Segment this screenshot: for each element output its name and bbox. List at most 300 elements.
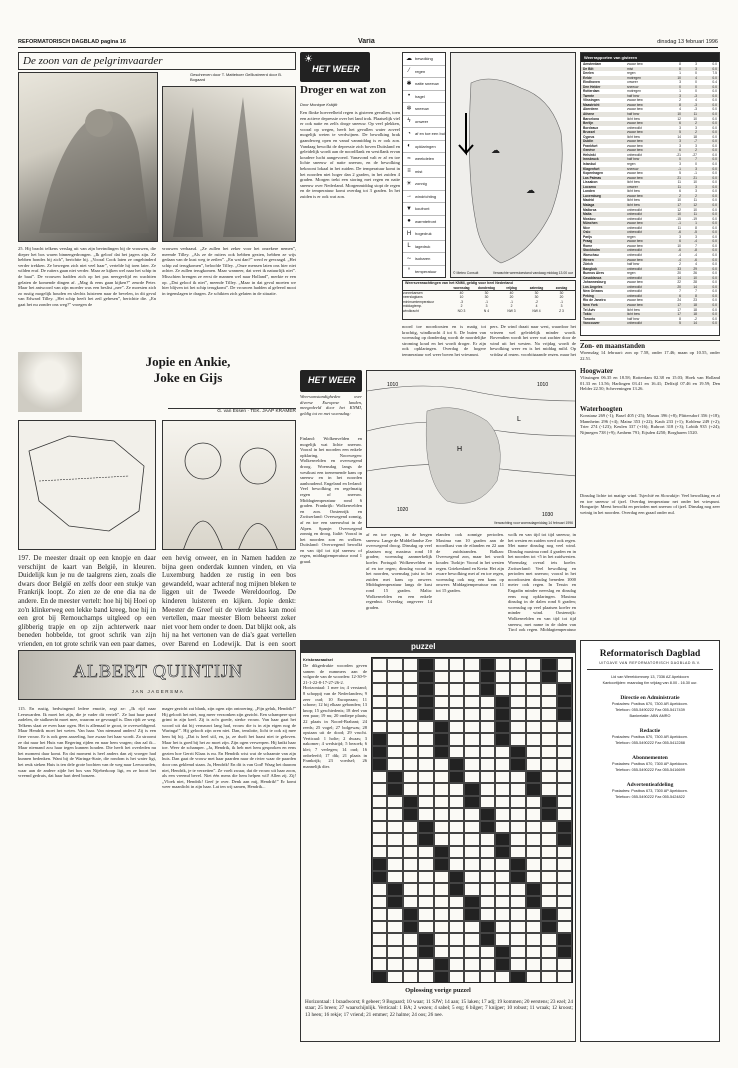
crossword-cell[interactable]: [557, 758, 572, 771]
crossword-cell[interactable]: [449, 921, 464, 934]
crossword-cell[interactable]: [541, 696, 556, 709]
crossword-cell[interactable]: [480, 771, 495, 784]
crossword-cell[interactable]: [495, 933, 510, 946]
crossword-cell[interactable]: [387, 946, 402, 959]
crossword-cell[interactable]: [403, 946, 418, 959]
crossword-cell[interactable]: [464, 958, 479, 971]
crossword-cell[interactable]: [403, 783, 418, 796]
crossword-cell[interactable]: [387, 758, 402, 771]
crossword-cell[interactable]: [480, 683, 495, 696]
crossword-cell[interactable]: [403, 771, 418, 784]
crossword-cell[interactable]: [418, 908, 433, 921]
crossword-cell[interactable]: [526, 858, 541, 871]
crossword-cell[interactable]: [464, 821, 479, 834]
crossword-cell[interactable]: [372, 783, 387, 796]
crossword-cell[interactable]: [480, 921, 495, 934]
crossword-cell[interactable]: [557, 821, 572, 834]
crossword-cell[interactable]: [541, 896, 556, 909]
crossword-cell[interactable]: [495, 833, 510, 846]
crossword-cell[interactable]: [464, 746, 479, 759]
crossword-cell[interactable]: [510, 808, 525, 821]
crossword-cell[interactable]: [541, 771, 556, 784]
crossword-cell[interactable]: [434, 783, 449, 796]
crossword-cell[interactable]: [387, 871, 402, 884]
crossword-cell[interactable]: [541, 708, 556, 721]
crossword-cell[interactable]: [557, 683, 572, 696]
crossword-cell[interactable]: [526, 821, 541, 834]
crossword-cell[interactable]: [403, 721, 418, 734]
crossword-cell[interactable]: [495, 658, 510, 671]
crossword-cell[interactable]: [449, 783, 464, 796]
crossword-cell[interactable]: [403, 821, 418, 834]
crossword-cell[interactable]: [449, 721, 464, 734]
crossword-cell[interactable]: [510, 783, 525, 796]
crossword-cell[interactable]: [510, 858, 525, 871]
crossword-cell[interactable]: [510, 758, 525, 771]
crossword-cell[interactable]: [403, 958, 418, 971]
crossword-cell[interactable]: [526, 846, 541, 859]
crossword-cell[interactable]: [372, 771, 387, 784]
crossword-cell[interactable]: [464, 833, 479, 846]
crossword-cell[interactable]: [526, 921, 541, 934]
crossword-cell[interactable]: [526, 808, 541, 821]
crossword-cell[interactable]: [387, 696, 402, 709]
crossword-cell[interactable]: [557, 858, 572, 871]
crossword-cell[interactable]: [372, 746, 387, 759]
crossword-cell[interactable]: [510, 958, 525, 971]
crossword-cell[interactable]: [510, 896, 525, 909]
crossword-cell[interactable]: [464, 846, 479, 859]
crossword-cell[interactable]: [449, 883, 464, 896]
crossword-cell[interactable]: [403, 971, 418, 984]
crossword-cell[interactable]: [464, 896, 479, 909]
crossword-cell[interactable]: [449, 796, 464, 809]
crossword-cell[interactable]: [510, 908, 525, 921]
crossword-cell[interactable]: [372, 833, 387, 846]
crossword-cell[interactable]: [372, 683, 387, 696]
crossword-cell[interactable]: [557, 958, 572, 971]
crossword-cell[interactable]: [418, 821, 433, 834]
crossword-cell[interactable]: [418, 946, 433, 959]
crossword-cell[interactable]: [372, 708, 387, 721]
crossword-cell[interactable]: [403, 921, 418, 934]
crossword-cell[interactable]: [495, 958, 510, 971]
crossword-cell[interactable]: [495, 733, 510, 746]
crossword-cell[interactable]: [434, 821, 449, 834]
crossword-cell[interactable]: [403, 796, 418, 809]
crossword-cell[interactable]: [418, 796, 433, 809]
crossword-cell[interactable]: [372, 808, 387, 821]
crossword-cell[interactable]: [480, 721, 495, 734]
crossword-cell[interactable]: [464, 696, 479, 709]
crossword-cell[interactable]: [464, 796, 479, 809]
crossword-cell[interactable]: [541, 808, 556, 821]
crossword-cell[interactable]: [387, 721, 402, 734]
crossword-cell[interactable]: [510, 771, 525, 784]
crossword-cell[interactable]: [510, 821, 525, 834]
crossword-cell[interactable]: [526, 733, 541, 746]
crossword-cell[interactable]: [464, 858, 479, 871]
crossword-cell[interactable]: [418, 921, 433, 934]
crossword-cell[interactable]: [372, 821, 387, 834]
crossword-cell[interactable]: [541, 658, 556, 671]
crossword-cell[interactable]: [418, 871, 433, 884]
crossword-cell[interactable]: [541, 783, 556, 796]
crossword-cell[interactable]: [526, 783, 541, 796]
crossword-cell[interactable]: [480, 958, 495, 971]
crossword-cell[interactable]: [372, 858, 387, 871]
crossword-cell[interactable]: [403, 846, 418, 859]
crossword-cell[interactable]: [372, 971, 387, 984]
crossword-cell[interactable]: [418, 721, 433, 734]
crossword-cell[interactable]: [418, 771, 433, 784]
crossword-cell[interactable]: [372, 846, 387, 859]
crossword-cell[interactable]: [387, 896, 402, 909]
crossword-cell[interactable]: [541, 871, 556, 884]
crossword-cell[interactable]: [418, 846, 433, 859]
crossword-cell[interactable]: [526, 771, 541, 784]
crossword-cell[interactable]: [526, 758, 541, 771]
crossword-cell[interactable]: [526, 721, 541, 734]
crossword-cell[interactable]: [434, 933, 449, 946]
crossword-cell[interactable]: [541, 958, 556, 971]
crossword-cell[interactable]: [557, 696, 572, 709]
crossword-cell[interactable]: [387, 883, 402, 896]
crossword-cell[interactable]: [418, 858, 433, 871]
crossword-cell[interactable]: [434, 946, 449, 959]
crossword-cell[interactable]: [434, 771, 449, 784]
crossword-cell[interactable]: [403, 746, 418, 759]
crossword-cell[interactable]: [480, 846, 495, 859]
crossword-cell[interactable]: [557, 883, 572, 896]
crossword-cell[interactable]: [418, 933, 433, 946]
crossword-cell[interactable]: [526, 658, 541, 671]
crossword-cell[interactable]: [387, 858, 402, 871]
crossword-cell[interactable]: [510, 796, 525, 809]
crossword-cell[interactable]: [510, 946, 525, 959]
crossword-cell[interactable]: [495, 796, 510, 809]
crossword-cell[interactable]: [526, 871, 541, 884]
crossword-cell[interactable]: [449, 771, 464, 784]
crossword-cell[interactable]: [418, 808, 433, 821]
crossword-cell[interactable]: [480, 671, 495, 684]
crossword-cell[interactable]: [510, 871, 525, 884]
crossword-cell[interactable]: [464, 721, 479, 734]
crossword-cell[interactable]: [557, 733, 572, 746]
crossword-cell[interactable]: [480, 746, 495, 759]
crossword-cell[interactable]: [403, 733, 418, 746]
crossword-cell[interactable]: [541, 858, 556, 871]
crossword-cell[interactable]: [449, 758, 464, 771]
crossword-cell[interactable]: [480, 758, 495, 771]
crossword-cell[interactable]: [372, 921, 387, 934]
crossword-cell[interactable]: [449, 908, 464, 921]
crossword-cell[interactable]: [403, 671, 418, 684]
crossword-cell[interactable]: [541, 733, 556, 746]
crossword-cell[interactable]: [495, 771, 510, 784]
crossword-cell[interactable]: [434, 658, 449, 671]
crossword-cell[interactable]: [387, 846, 402, 859]
crossword-cell[interactable]: [449, 733, 464, 746]
crossword-cell[interactable]: [480, 971, 495, 984]
crossword-cell[interactable]: [418, 971, 433, 984]
crossword-cell[interactable]: [449, 933, 464, 946]
crossword-cell[interactable]: [557, 833, 572, 846]
crossword-cell[interactable]: [387, 958, 402, 971]
crossword-cell[interactable]: [464, 783, 479, 796]
crossword-cell[interactable]: [464, 921, 479, 934]
crossword-cell[interactable]: [372, 871, 387, 884]
crossword-cell[interactable]: [449, 696, 464, 709]
crossword-cell[interactable]: [434, 708, 449, 721]
crossword-cell[interactable]: [557, 808, 572, 821]
crossword-cell[interactable]: [449, 896, 464, 909]
crossword-cell[interactable]: [418, 883, 433, 896]
crossword-cell[interactable]: [541, 946, 556, 959]
crossword-cell[interactable]: [434, 796, 449, 809]
crossword-cell[interactable]: [372, 896, 387, 909]
crossword-cell[interactable]: [372, 721, 387, 734]
crossword-cell[interactable]: [418, 708, 433, 721]
crossword-cell[interactable]: [418, 683, 433, 696]
crossword-cell[interactable]: [557, 871, 572, 884]
crossword-cell[interactable]: [449, 833, 464, 846]
crossword-cell[interactable]: [387, 921, 402, 934]
crossword-cell[interactable]: [510, 658, 525, 671]
crossword-cell[interactable]: [526, 908, 541, 921]
crossword-cell[interactable]: [541, 971, 556, 984]
crossword-cell[interactable]: [372, 733, 387, 746]
crossword-cell[interactable]: [387, 733, 402, 746]
crossword-cell[interactable]: [434, 971, 449, 984]
crossword-cell[interactable]: [449, 658, 464, 671]
crossword-cell[interactable]: [372, 658, 387, 671]
crossword-cell[interactable]: [449, 683, 464, 696]
crossword-cell[interactable]: [372, 883, 387, 896]
crossword-cell[interactable]: [449, 821, 464, 834]
crossword-cell[interactable]: [480, 883, 495, 896]
crossword-cell[interactable]: [434, 833, 449, 846]
crossword-cell[interactable]: [495, 846, 510, 859]
crossword-cell[interactable]: [403, 833, 418, 846]
crossword-cell[interactable]: [480, 871, 495, 884]
crossword-cell[interactable]: [403, 683, 418, 696]
crossword-cell[interactable]: [557, 908, 572, 921]
crossword-cell[interactable]: [434, 883, 449, 896]
crossword-cell[interactable]: [480, 908, 495, 921]
crossword-cell[interactable]: [526, 896, 541, 909]
crossword-cell[interactable]: [418, 758, 433, 771]
crossword-cell[interactable]: [510, 971, 525, 984]
crossword-cell[interactable]: [449, 958, 464, 971]
crossword-cell[interactable]: [418, 958, 433, 971]
crossword-cell[interactable]: [403, 808, 418, 821]
crossword-cell[interactable]: [526, 833, 541, 846]
crossword-cell[interactable]: [541, 883, 556, 896]
crossword-cell[interactable]: [464, 708, 479, 721]
crossword-cell[interactable]: [495, 858, 510, 871]
crossword-cell[interactable]: [464, 883, 479, 896]
crossword-cell[interactable]: [526, 971, 541, 984]
crossword-cell[interactable]: [495, 971, 510, 984]
crossword-cell[interactable]: [495, 746, 510, 759]
crossword-cell[interactable]: [541, 921, 556, 934]
crossword-cell[interactable]: [510, 683, 525, 696]
crossword-cell[interactable]: [480, 783, 495, 796]
crossword-cell[interactable]: [464, 671, 479, 684]
crossword-cell[interactable]: [510, 746, 525, 759]
crossword-cell[interactable]: [464, 933, 479, 946]
crossword-cell[interactable]: [418, 896, 433, 909]
crossword-cell[interactable]: [418, 733, 433, 746]
crossword-cell[interactable]: [495, 946, 510, 959]
crossword-cell[interactable]: [480, 821, 495, 834]
crossword-cell[interactable]: [480, 696, 495, 709]
crossword-cell[interactable]: [495, 671, 510, 684]
crossword-cell[interactable]: [449, 846, 464, 859]
crossword-cell[interactable]: [449, 946, 464, 959]
crossword-cell[interactable]: [495, 908, 510, 921]
crossword-cell[interactable]: [541, 721, 556, 734]
crossword-cell[interactable]: [557, 971, 572, 984]
crossword-cell[interactable]: [372, 671, 387, 684]
crossword-cell[interactable]: [387, 971, 402, 984]
crossword-cell[interactable]: [526, 946, 541, 959]
crossword-cell[interactable]: [449, 746, 464, 759]
crossword-cell[interactable]: [526, 883, 541, 896]
crossword-cell[interactable]: [495, 921, 510, 934]
crossword-cell[interactable]: [495, 696, 510, 709]
crossword-cell[interactable]: [480, 808, 495, 821]
crossword-cell[interactable]: [387, 796, 402, 809]
crossword-cell[interactable]: [495, 883, 510, 896]
crossword-cell[interactable]: [418, 783, 433, 796]
crossword-cell[interactable]: [403, 858, 418, 871]
crossword-cell[interactable]: [449, 858, 464, 871]
crossword-cell[interactable]: [464, 771, 479, 784]
crossword-cell[interactable]: [541, 758, 556, 771]
crossword-cell[interactable]: [510, 846, 525, 859]
crossword-cell[interactable]: [480, 946, 495, 959]
crossword-cell[interactable]: [387, 746, 402, 759]
crossword-cell[interactable]: [480, 796, 495, 809]
crossword-cell[interactable]: [464, 658, 479, 671]
crossword-cell[interactable]: [464, 733, 479, 746]
crossword-cell[interactable]: [403, 883, 418, 896]
crossword-cell[interactable]: [403, 708, 418, 721]
crossword-cell[interactable]: [387, 671, 402, 684]
crossword-cell[interactable]: [541, 671, 556, 684]
crossword-cell[interactable]: [387, 808, 402, 821]
crossword-cell[interactable]: [418, 658, 433, 671]
crossword-cell[interactable]: [372, 908, 387, 921]
crossword-cell[interactable]: [495, 758, 510, 771]
crossword-cell[interactable]: [464, 946, 479, 959]
crossword-cell[interactable]: [510, 696, 525, 709]
crossword-cell[interactable]: [510, 933, 525, 946]
crossword-cell[interactable]: [495, 708, 510, 721]
crossword-cell[interactable]: [434, 671, 449, 684]
crossword-cell[interactable]: [557, 846, 572, 859]
crossword-cell[interactable]: [557, 896, 572, 909]
crossword-cell[interactable]: [510, 708, 525, 721]
crossword-cell[interactable]: [480, 833, 495, 846]
crossword-cell[interactable]: [434, 908, 449, 921]
crossword-cell[interactable]: [434, 846, 449, 859]
crossword-cell[interactable]: [480, 733, 495, 746]
crossword-cell[interactable]: [557, 946, 572, 959]
crossword-cell[interactable]: [464, 871, 479, 884]
crossword-cell[interactable]: [464, 808, 479, 821]
crossword-cell[interactable]: [480, 896, 495, 909]
crossword-cell[interactable]: [387, 771, 402, 784]
crossword-cell[interactable]: [526, 746, 541, 759]
crossword-cell[interactable]: [372, 696, 387, 709]
crossword-cell[interactable]: [372, 796, 387, 809]
crossword-cell[interactable]: [510, 733, 525, 746]
crossword-cell[interactable]: [434, 858, 449, 871]
crossword-cell[interactable]: [480, 658, 495, 671]
crossword-cell[interactable]: [418, 746, 433, 759]
crossword-cell[interactable]: [434, 746, 449, 759]
crossword-cell[interactable]: [464, 908, 479, 921]
crossword-cell[interactable]: [434, 871, 449, 884]
crossword-cell[interactable]: [387, 708, 402, 721]
crossword-cell[interactable]: [434, 921, 449, 934]
crossword-cell[interactable]: [464, 758, 479, 771]
crossword-cell[interactable]: [526, 933, 541, 946]
crossword-cell[interactable]: [434, 696, 449, 709]
crossword-cell[interactable]: [495, 783, 510, 796]
crossword-cell[interactable]: [510, 833, 525, 846]
crossword-cell[interactable]: [526, 696, 541, 709]
crossword-cell[interactable]: [557, 708, 572, 721]
crossword-cell[interactable]: [387, 821, 402, 834]
crossword-cell[interactable]: [557, 771, 572, 784]
crossword-cell[interactable]: [403, 658, 418, 671]
crossword-cell[interactable]: [434, 896, 449, 909]
crossword-cell[interactable]: [387, 783, 402, 796]
crossword-cell[interactable]: [449, 708, 464, 721]
crossword-cell[interactable]: [526, 958, 541, 971]
crossword-cell[interactable]: [480, 933, 495, 946]
crossword-cell[interactable]: [403, 696, 418, 709]
crossword-cell[interactable]: [510, 671, 525, 684]
crossword-cell[interactable]: [449, 871, 464, 884]
crossword-cell[interactable]: [495, 721, 510, 734]
crossword-cell[interactable]: [387, 683, 402, 696]
crossword-cell[interactable]: [387, 933, 402, 946]
crossword-cell[interactable]: [387, 833, 402, 846]
crossword-cell[interactable]: [480, 708, 495, 721]
crossword-cell[interactable]: [372, 958, 387, 971]
crossword-cell[interactable]: [403, 871, 418, 884]
crossword-cell[interactable]: [495, 821, 510, 834]
crossword-cell[interactable]: [449, 971, 464, 984]
crossword-cell[interactable]: [541, 746, 556, 759]
crossword-cell[interactable]: [495, 896, 510, 909]
crossword-cell[interactable]: [464, 683, 479, 696]
crossword-cell[interactable]: [418, 671, 433, 684]
crossword-cell[interactable]: [434, 721, 449, 734]
crossword-cell[interactable]: [449, 671, 464, 684]
crossword-cell[interactable]: [372, 758, 387, 771]
crossword-cell[interactable]: [510, 721, 525, 734]
crossword-cell[interactable]: [495, 683, 510, 696]
crossword-cell[interactable]: [372, 946, 387, 959]
crossword-cell[interactable]: [449, 808, 464, 821]
crossword-cell[interactable]: [418, 696, 433, 709]
